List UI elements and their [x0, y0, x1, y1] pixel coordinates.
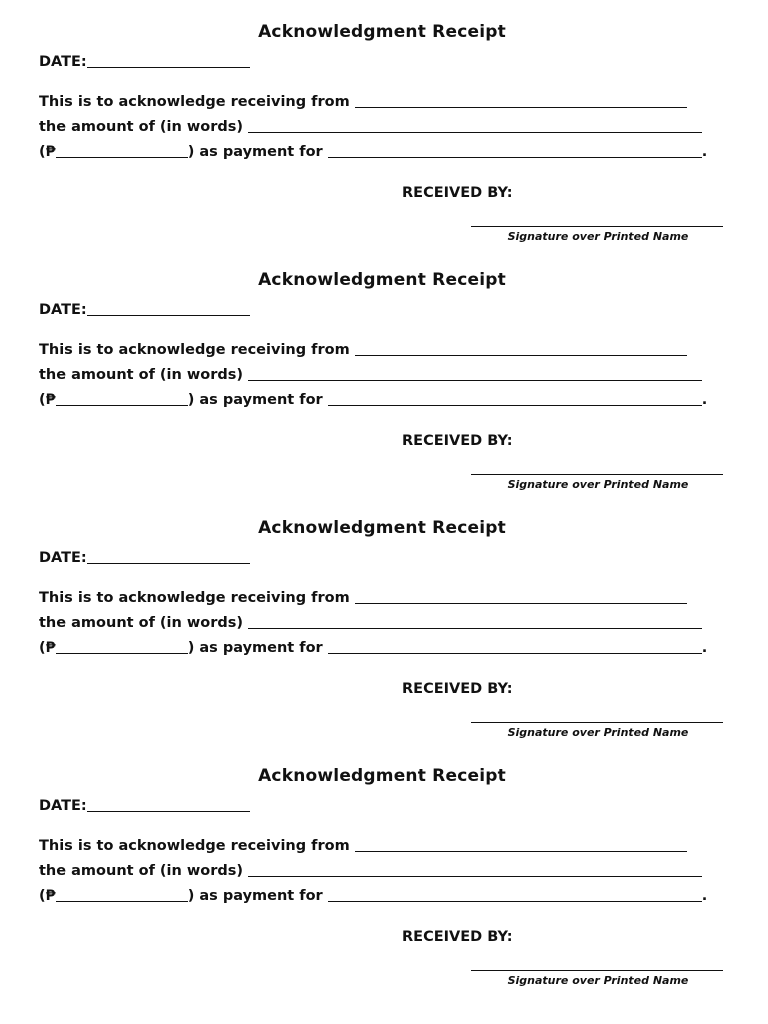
amount-words-row — [39, 615, 702, 631]
signature-line[interactable] — [471, 710, 723, 723]
date-row — [39, 798, 250, 814]
payment-for-blank[interactable] — [328, 392, 702, 406]
payment-row — [39, 144, 707, 160]
receipt-title: Acknowledgment Receipt — [258, 518, 506, 538]
period-label: . — [701, 888, 708, 904]
date-label: DATE: — [39, 798, 87, 814]
date-label: DATE: — [39, 302, 87, 318]
payment-row — [39, 888, 707, 904]
payment-for-blank[interactable] — [328, 888, 702, 902]
peso-amount-blank[interactable] — [56, 888, 188, 902]
received-from-blank[interactable] — [355, 94, 687, 108]
receipt-block — [0, 744, 768, 992]
amount-words-label: the amount of (in words) — [39, 615, 244, 631]
payment-for-blank[interactable] — [328, 144, 702, 158]
payment-for-label: ) as payment for — [187, 144, 323, 160]
received-by-label: RECEIVED BY: — [402, 929, 513, 945]
peso-open-label: (₱ — [39, 144, 56, 160]
period-label: . — [701, 392, 708, 408]
received-from-row — [39, 838, 687, 854]
payment-for-blank[interactable] — [328, 640, 702, 654]
amount-words-label: the amount of (in words) — [39, 367, 244, 383]
signature-line[interactable] — [471, 958, 723, 971]
amount-words-label: the amount of (in words) — [39, 119, 244, 135]
received-from-blank[interactable] — [355, 838, 687, 852]
peso-amount-blank[interactable] — [56, 144, 188, 158]
received-by-label: RECEIVED BY: — [402, 433, 513, 449]
signature-caption: Signature over Printed Name — [507, 726, 689, 739]
peso-amount-blank[interactable] — [56, 640, 188, 654]
date-blank[interactable] — [87, 550, 250, 564]
date-row — [39, 550, 250, 566]
payment-for-label: ) as payment for — [187, 640, 323, 656]
amount-words-blank[interactable] — [248, 119, 702, 133]
payment-row — [39, 392, 707, 408]
received-by-label: RECEIVED BY: — [402, 185, 513, 201]
received-by-label: RECEIVED BY: — [402, 681, 513, 697]
receipt-block — [0, 248, 768, 496]
period-label: . — [701, 640, 708, 656]
received-from-label: This is to acknowledge receiving from — [39, 590, 350, 606]
received-from-blank[interactable] — [355, 590, 687, 604]
signature-caption: Signature over Printed Name — [507, 478, 689, 491]
received-from-label: This is to acknowledge receiving from — [39, 94, 350, 110]
receipt-block — [0, 496, 768, 744]
payment-row — [39, 640, 707, 656]
date-row — [39, 54, 250, 70]
receipt-title: Acknowledgment Receipt — [258, 22, 506, 42]
amount-words-row — [39, 367, 702, 383]
received-from-blank[interactable] — [355, 342, 687, 356]
payment-for-label: ) as payment for — [187, 888, 323, 904]
received-from-row — [39, 342, 687, 358]
peso-open-label: (₱ — [39, 392, 56, 408]
amount-words-blank[interactable] — [248, 615, 702, 629]
peso-open-label: (₱ — [39, 888, 56, 904]
date-blank[interactable] — [87, 798, 250, 812]
date-row — [39, 302, 250, 318]
peso-amount-blank[interactable] — [56, 392, 188, 406]
payment-for-label: ) as payment for — [187, 392, 323, 408]
amount-words-row — [39, 119, 702, 135]
signature-caption: Signature over Printed Name — [507, 230, 689, 243]
amount-words-label: the amount of (in words) — [39, 863, 244, 879]
signature-caption: Signature over Printed Name — [507, 974, 689, 987]
date-label: DATE: — [39, 54, 87, 70]
received-from-row — [39, 94, 687, 110]
date-label: DATE: — [39, 550, 87, 566]
date-blank[interactable] — [87, 54, 250, 68]
receipt-block — [0, 0, 768, 248]
peso-open-label: (₱ — [39, 640, 56, 656]
signature-line[interactable] — [471, 462, 723, 475]
receipt-title: Acknowledgment Receipt — [258, 766, 506, 786]
received-from-label: This is to acknowledge receiving from — [39, 342, 350, 358]
period-label: . — [701, 144, 708, 160]
amount-words-row — [39, 863, 702, 879]
received-from-row — [39, 590, 687, 606]
received-from-label: This is to acknowledge receiving from — [39, 838, 350, 854]
amount-words-blank[interactable] — [248, 863, 702, 877]
date-blank[interactable] — [87, 302, 250, 316]
amount-words-blank[interactable] — [248, 367, 702, 381]
signature-line[interactable] — [471, 214, 723, 227]
receipt-title: Acknowledgment Receipt — [258, 270, 506, 290]
